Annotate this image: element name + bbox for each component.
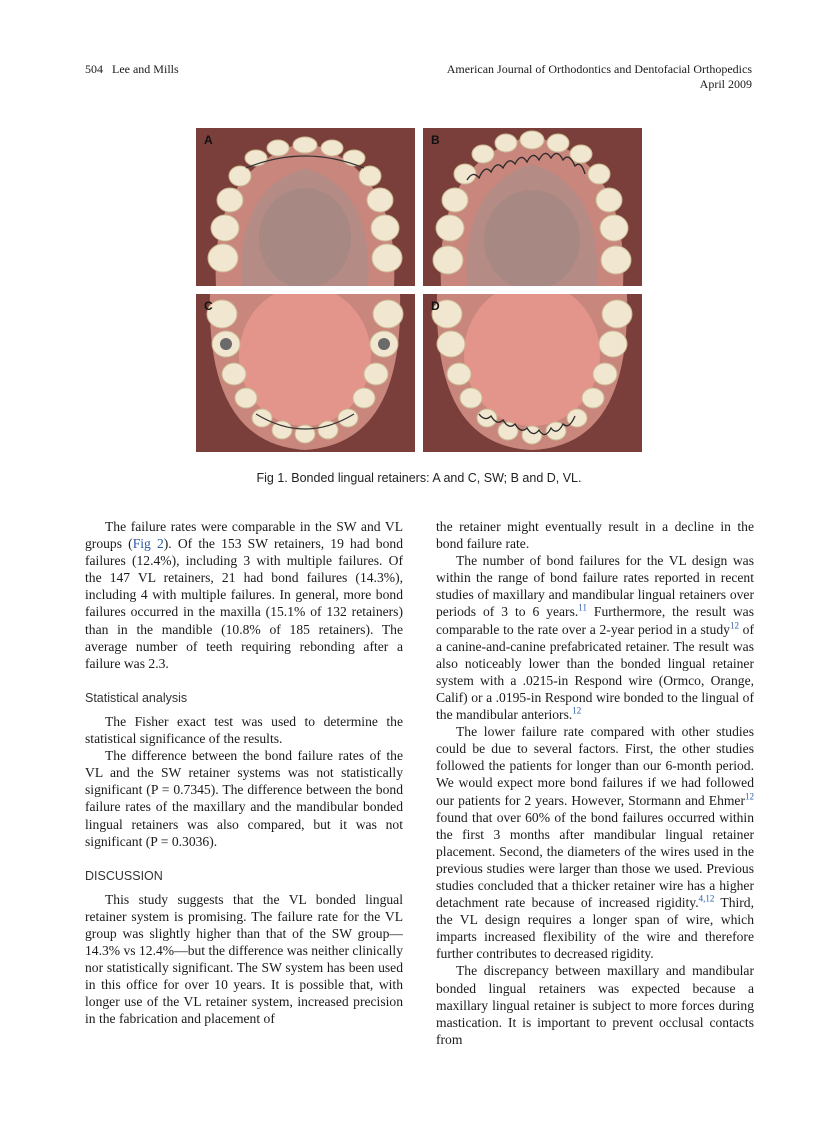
- citation-ref[interactable]: 12: [572, 705, 582, 716]
- panel-label-d: D: [431, 299, 440, 313]
- photo-panel-a: [196, 128, 415, 286]
- paragraph-continued: the retainer might eventually result in a decline in the bond failure rate.: [436, 519, 754, 552]
- citation-ref[interactable]: 4,12: [698, 893, 715, 904]
- upper-arch-photo-a: [196, 128, 415, 286]
- text-segment: The lower failure rate compared with other studies could be due to several factors. First, the other studies followed the patients for longer than our 6-month period. We would expect more bond failures if we had followed our patients for 2 years. However, Stormann and Ehmer: [436, 724, 754, 808]
- journal-title: American Journal of Orthodontics and Dentofacial Orthopedics: [446, 62, 752, 76]
- panel-label-b: B: [431, 133, 440, 147]
- paragraph-results: [85, 518, 403, 672]
- citation-ref[interactable]: 12: [729, 620, 739, 631]
- citation-ref[interactable]: 12: [745, 790, 754, 801]
- figure-1: [196, 128, 642, 452]
- issue-date: April 2009: [699, 77, 752, 91]
- figure-2-link[interactable]: Fig 2: [132, 536, 164, 552]
- section-heading-statistical-analysis: Statistical analysis: [85, 690, 188, 705]
- photo-panel-c: [196, 294, 415, 452]
- right-column: [436, 518, 754, 1048]
- paragraph-fisher-test: The Fisher exact test was used to determine the statistical significance of the results.: [85, 713, 403, 747]
- photo-panel-d: [423, 294, 642, 452]
- paragraph-lower-failure-rate: [436, 723, 754, 962]
- paragraph-discrepancy: The discrepancy between maxillary and mandibular bonded lingual retainers was expected because a maxillary lingual retainer is subject to more forces during mastication. It is important to prevent occlusal contacts from: [436, 963, 754, 1047]
- text-segment: of a canine-and-canine prefabricated retainer. The result was also noticeably lower than the bonded lingual retainer system with a .0215-in Respond wire (Ormco, Orange, Calif) or a .0195-in Respond wire bonded to the lingual of the mandibular anteriors.: [436, 621, 754, 723]
- text-segment: Third, the VL design requires a longer span of wire, which imparts increased flexibility of the wire and therefore further contributes to decreased rigidity.: [436, 895, 754, 962]
- lower-arch-photo-c: [196, 294, 415, 452]
- section-heading-discussion: DISCUSSION: [85, 868, 163, 883]
- text-segment: found that over 60% of the bond failures occurred within the first 3 months after mandibular lingual retainer placement. Second, the diameters of the wires used in the previous studies were larger than those we used. Previous studies concluded that a thicker retainer wire has a higher detachment rate because of increased rigidity.: [436, 809, 754, 911]
- figure-caption: Fig 1. Bonded lingual retainers: A and C, SW; B and D, VL.: [256, 471, 582, 485]
- lower-arch-photo-d: [423, 294, 642, 452]
- text-segment: Furthermore, the result was comparable to the rate over a 2-year period in a study: [436, 604, 754, 637]
- photo-panel-b: [423, 128, 642, 286]
- text-segment: The failure rates were comparable in the SW and VL groups (: [85, 519, 403, 552]
- running-header-left: 504 Lee and Mills: [85, 62, 179, 76]
- panel-label-a: A: [204, 133, 213, 147]
- text-segment: ). Of the 153 SW retainers, 19 had bond failures (12.4%), including 3 with multiple failures. Of the 147 VL retainers, 21 had bond failures (14.3%), including 4 with multiple failures. In general, more bond failures occurred in the maxilla (15.1% of 132 retainers) than in the mandible (10.8% of 185 retainers). The average number of teeth requiring rebonding after a failure was 2.3.: [85, 536, 403, 671]
- text-segment: The number of bond failures for the VL design was within the range of bond failure rates reported in recent studies of maxillary and mandibular lingual retainers over periods of 3 to 6 years.: [436, 553, 754, 620]
- paragraph-discussion: This study suggests that the VL bonded lingual retainer system is promising. The failure rate for the VL group was slightly higher than that of the SW group—14.3% vs 12.4%—but the difference was neither clinically nor statistically significant. The SW system has been used in this office for over 10 years. It is possible that, with longer use of the VL retainer system, increased precision in the fabrication and placement of: [85, 891, 403, 1027]
- left-column: [85, 518, 403, 1028]
- paragraph-bond-failures: [436, 552, 754, 723]
- paragraph-significance: The difference between the bond failure rates of the VL and the SW retainer systems was not statistically significant (P = 0.7345). The difference between the bond failure rates of the maxillary and the mandibular bonded lingual retainers was also compared, but it was not significant (P = 0.3036).: [85, 748, 403, 849]
- upper-arch-photo-b: [423, 128, 642, 286]
- panel-label-c: C: [204, 299, 213, 313]
- running-header-right: [447, 62, 752, 92]
- citation-ref[interactable]: 11: [578, 602, 587, 613]
